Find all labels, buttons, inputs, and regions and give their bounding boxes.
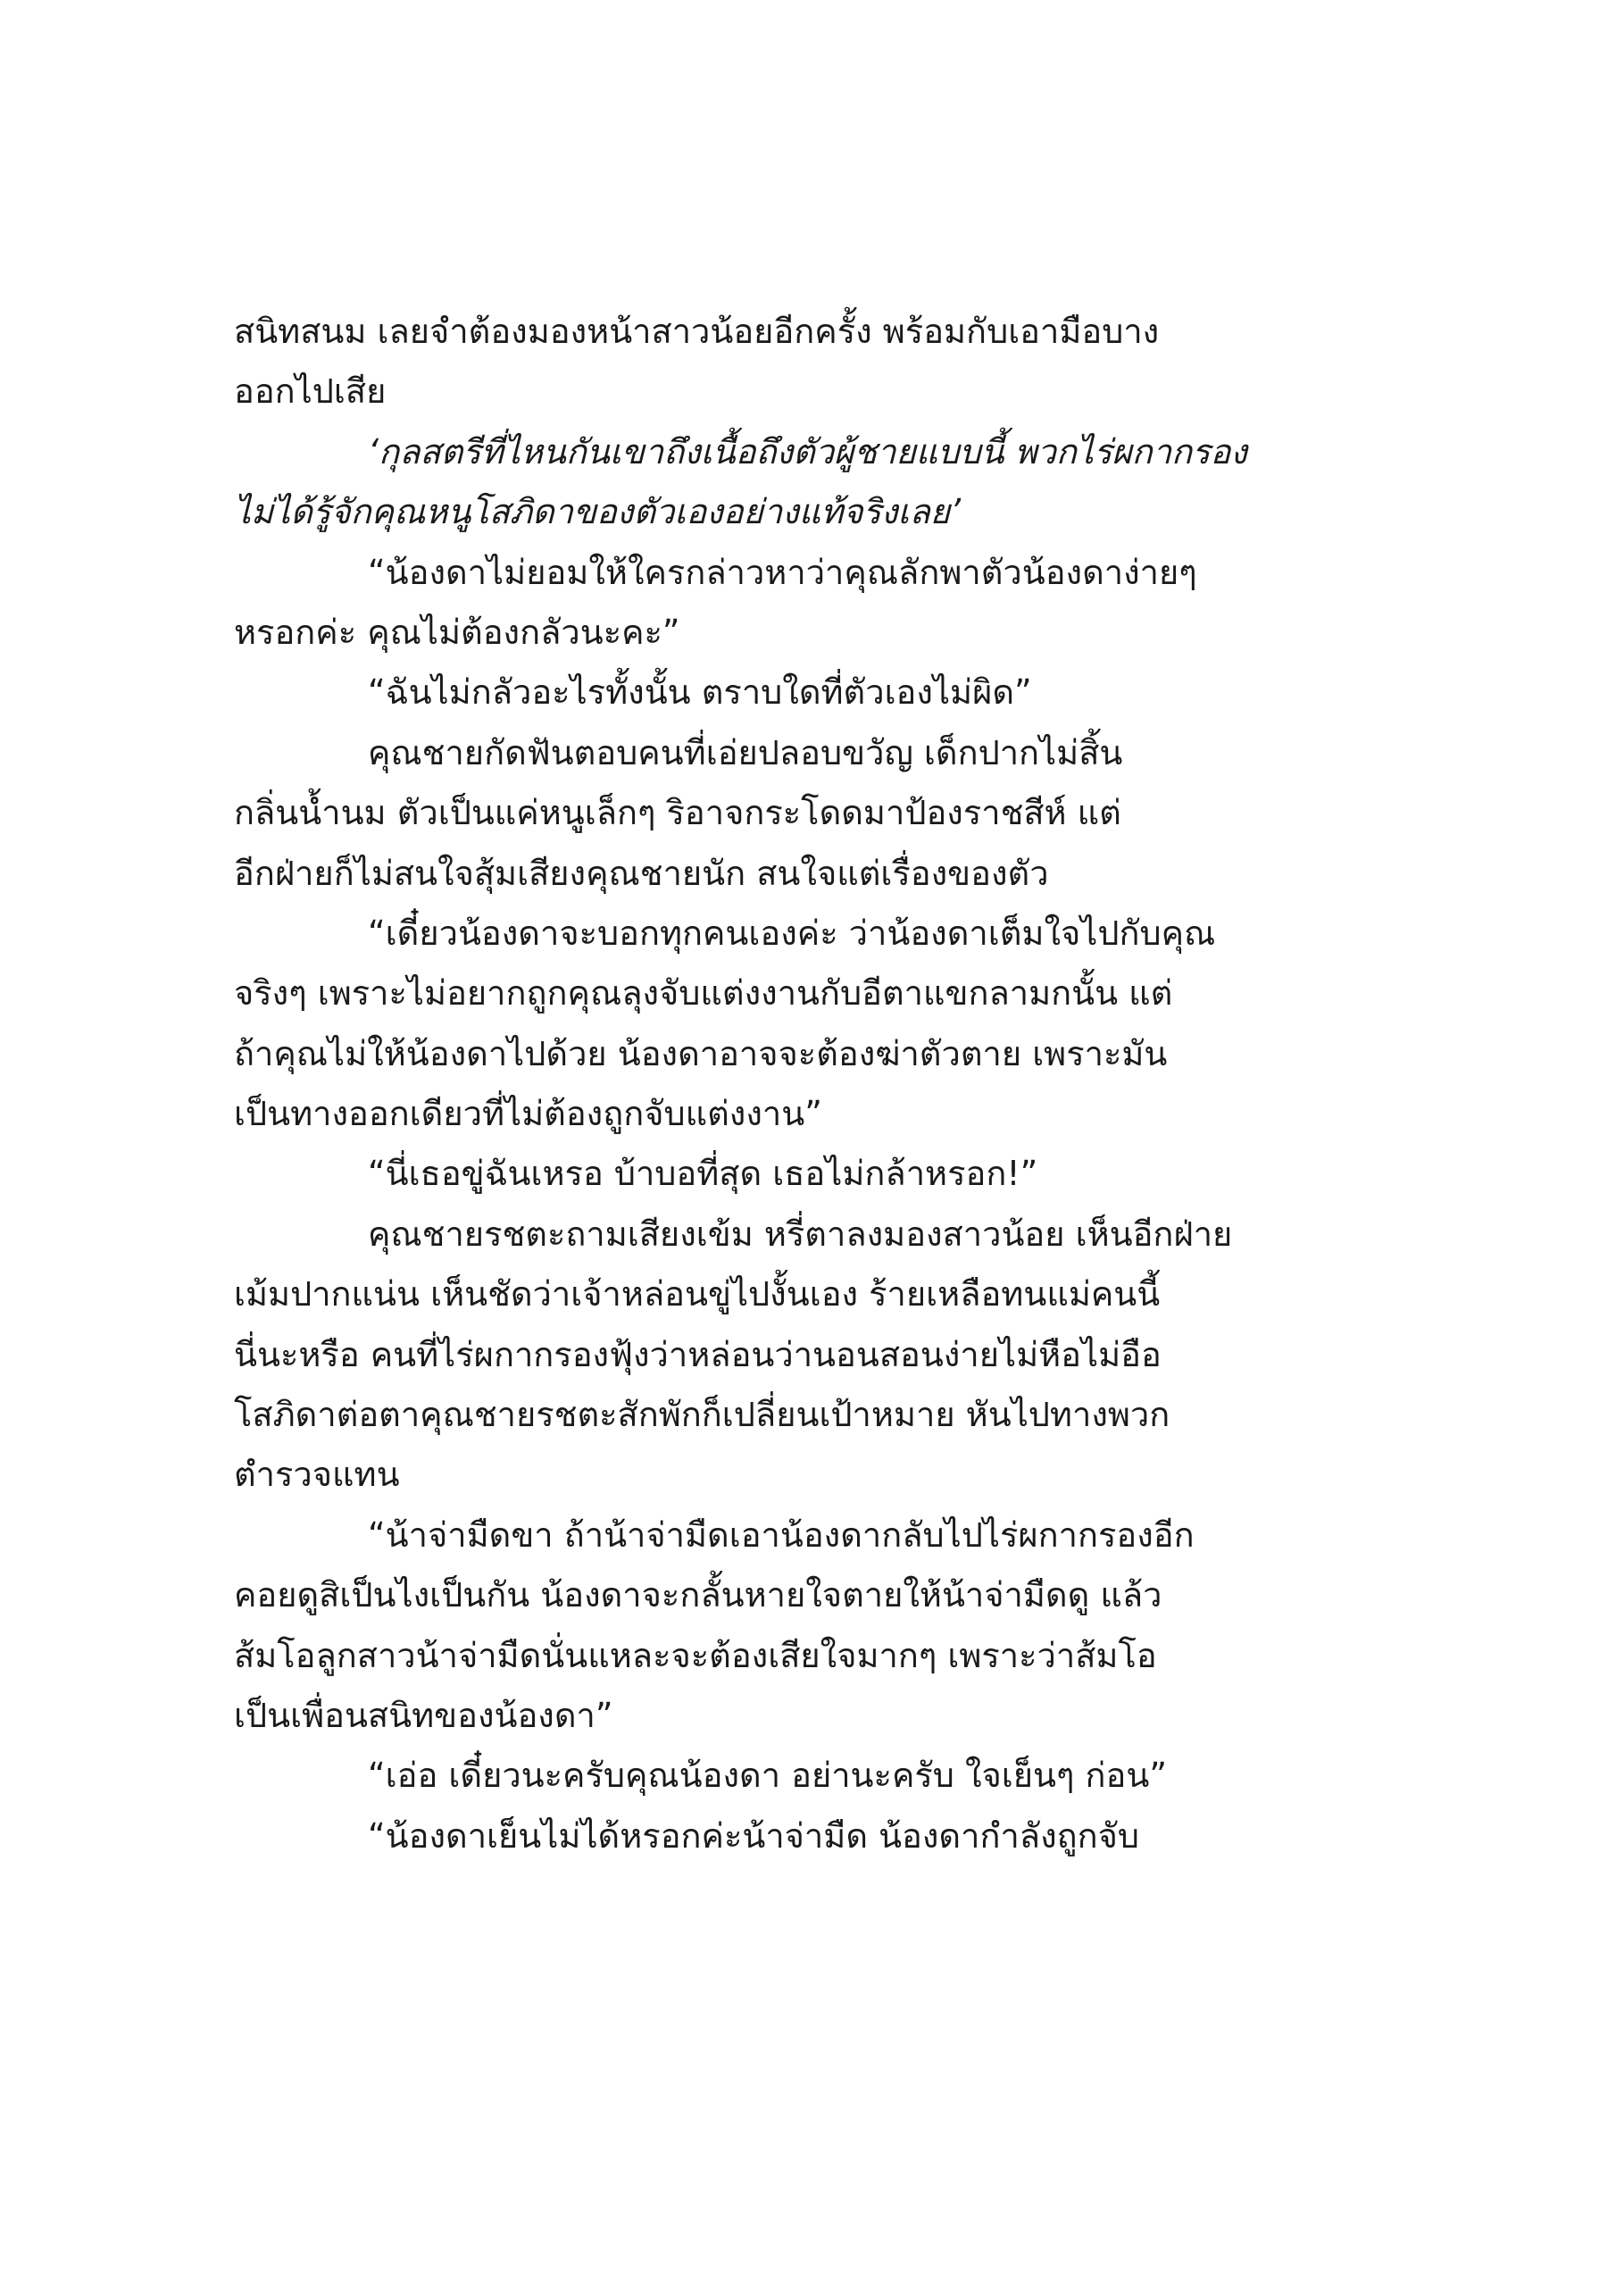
text-line: จริงๆ เพราะไม่อยากถูกคุณลุงจับแต่งงานกับอีตาแขกลามกนั้น แต่ [234,973,1173,1014]
page-body-text [234,302,1395,1866]
text-line: เม้มปากแน่น เห็นชัดว่าเจ้าหล่อนขู่ไปงั้นเอง ร้ายเหลือทนแม่คนนี้ [234,1274,1161,1314]
text-line: “เอ่อ เดี๋ยวนะครับคุณน้องดา อย่านะครับ ใจเย็นๆ ก่อน” [368,1756,1168,1796]
text-line: หรอกค่ะ คุณไม่ต้องกลัวนะคะ” [234,612,680,652]
text-line: “ฉันไม่กลัวอะไรทั้งนั้น ตราบใดที่ตัวเองไม่ผิด” [368,672,1032,713]
text-line: ตำรวจแทน [234,1455,400,1495]
text-line: คุณชายกัดฟันตอบคนที่เอ่ยปลอบขวัญ เด็กปากไม่สิ้น [368,732,1123,772]
text-line: “เดี๋ยวน้องดาจะบอกทุกคนเองค่ะ ว่าน้องดาเต็มใจไปกับคุณ [368,913,1216,953]
text-line: ออกไปเสีย [234,371,387,412]
text-line: อีกฝ่ายก็ไม่สนใจสุ้มเสียงคุณชายนัก สนใจแต่เรื่องของตัว [234,853,1049,893]
text-line: คุณชายรชตะถามเสียงเข้ม หรี่ตาลงมองสาวน้อย เห็นอีกฝ่าย [368,1214,1233,1254]
text-line-italic-thought: ไม่ได้รู้จักคุณหนูโสภิดาของตัวเองอย่างแท้จริงเลย’ [234,492,962,532]
text-line-italic-thought: ‘กุลสตรีที่ไหนกันเขาถึงเนื้อถึงตัวผู้ชายแบบนี้ พวกไร่ผกากรอง [368,431,1247,471]
text-line: เป็นเพื่อนสนิทของน้องดา” [234,1695,613,1735]
text-line: นี่นะหรือ คนที่ไร่ผกากรองฟุ้งว่าหล่อนว่านอนสอนง่ายไม่หือไม่อือ [234,1334,1162,1374]
text-line: “น้องดาไม่ยอมให้ใครกล่าวหาว่าคุณลักพาตัวน้องดาง่ายๆ [368,552,1197,592]
text-line: ถ้าคุณไม่ให้น้องดาไปด้วย น้องดาอาจจะต้องฆ่าตัวตาย เพราะมัน [234,1033,1168,1073]
text-line: สนิทสนม เลยจำต้องมองหน้าสาวน้อยอีกครั้ง พร้อมกับเอามือบาง [234,312,1160,351]
text-line: โสภิดาต่อตาคุณชายรชตะสักพักก็เปลี่ยนเป้าหมาย หันไปทางพวก [234,1395,1170,1435]
text-line: “นี่เธอขู่ฉันเหรอ บ้าบอที่สุด เธอไม่กล้าหรอก!” [368,1154,1038,1194]
text-line: “น้องดาเย็นไม่ได้หรอกค่ะน้าจ่ามืด น้องดากำลังถูกจับ [368,1815,1140,1856]
text-line: “น้าจ่ามืดขา ถ้าน้าจ่ามืดเอาน้องดากลับไปไร่ผกากรองอีก [368,1514,1195,1555]
text-line: ส้มโอลูกสาวน้าจ่ามืดนั่นแหละจะต้องเสียใจมากๆ เพราะว่าส้มโอ [234,1635,1157,1675]
text-line: คอยดูสิเป็นไงเป็นกัน น้องดาจะกลั้นหายใจตายให้น้าจ่ามืดดู แล้ว [234,1575,1162,1615]
text-line: กลิ่นน้ำนม ตัวเป็นแค่หนูเล็กๆ ริอาจกระโดดมาป้องราชสีห์ แต่ [234,793,1121,833]
text-line: เป็นทางออกเดียวที่ไม่ต้องถูกจับแต่งงาน” [234,1094,822,1134]
